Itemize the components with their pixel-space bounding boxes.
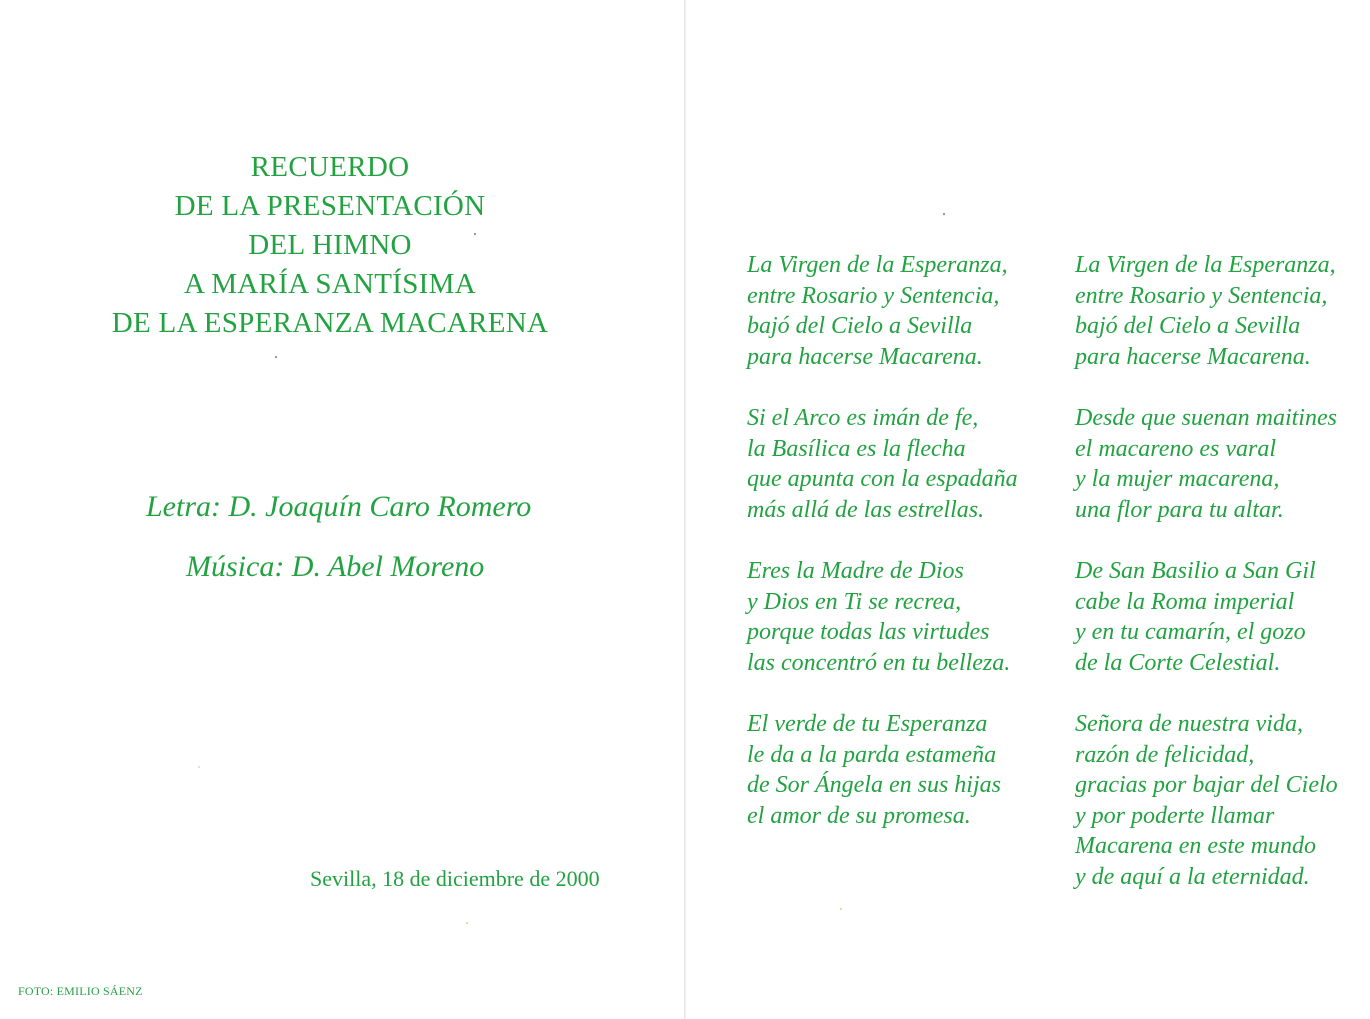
verse-line: La Virgen de la Esperanza, [747,252,1008,278]
verse-line: y por poderte llamar [1075,802,1275,829]
verse-line: entre Rosario y Sentencia, [747,282,1000,309]
card-title [60,148,600,343]
verse-line: Desde que suenan maitines [1075,405,1337,431]
verse-line: Señora de nuestra vida, [1075,711,1303,737]
title-line: DE LA ESPERANZA MACARENA [111,307,549,339]
stanza [1075,556,1316,678]
verse-line: bajó del Cielo a Sevilla [747,313,973,339]
stanza [747,403,1018,525]
verse-line: de Sor Ángela en sus hijas [747,772,1001,798]
verse-line: razón de felicidad, [1075,741,1255,768]
title-line: RECUERDO [250,151,410,183]
verse-line: porque todas las virtudes [747,619,990,645]
verse-line: gracias por bajar del Cielo [1075,772,1338,798]
stanza [747,556,1010,678]
paper-speck [275,356,277,358]
verse-line: De San Basilio a San Gil [1075,558,1316,584]
verse-line: Macarena en este mundo [1075,833,1317,859]
verse-line: bajó del Cielo a Sevilla [1075,313,1301,339]
verse-line: para hacerse Macarena. [1075,343,1311,370]
paper-speck [840,908,842,910]
verse-line: Si el Arco es imán de fe, [747,405,979,431]
verse-line: le da a la parda estameña [747,741,997,768]
verse-line: cabe la Roma imperial [1075,588,1295,615]
verse-line: El verde de tu Esperanza [747,711,988,737]
verse-line: que apunta con la espadaña [747,466,1018,492]
photo-credit: FOTO: EMILIO SÁENZ [18,984,143,998]
music-credit: Música: D. Abel Moreno [186,550,485,583]
stanza [747,250,1008,372]
paper-speck [943,213,945,215]
paper-speck [474,233,476,235]
verse-line: Eres la Madre de Dios [747,558,964,584]
verse-line: La Virgen de la Esperanza, [1075,252,1336,278]
verse-line: de la Corte Celestial. [1075,649,1281,676]
verse-line: y Dios en Ti se recrea, [747,588,962,615]
left-page [0,0,684,1019]
title-line: A MARÍA SANTÍSIMA [184,268,476,300]
verse-line: entre Rosario y Sentencia, [1075,282,1328,309]
stanza [1075,403,1337,525]
paper-speck [198,766,200,768]
verse-line: las concentró en tu belleza. [747,649,1011,676]
stanza [1075,709,1338,892]
verse-line: la Basílica es la flecha [747,435,966,462]
title-line: DE LA PRESENTACIÓN [174,190,486,222]
verse-line: una flor para tu altar. [1075,496,1284,523]
verse-line: y de aquí a la eternidad. [1075,863,1310,890]
lyrics-credit: Letra: D. Joaquín Caro Romero [146,490,532,523]
stanza [1075,250,1336,372]
verse-line: para hacerse Macarena. [747,343,983,370]
stanza [747,709,1001,831]
place-date: Sevilla, 18 de diciembre de 2000 [310,866,600,891]
verse-line: y en tu camarín, el gozo [1075,619,1306,645]
verse-line: el macareno es varal [1075,435,1277,462]
verse-line: el amor de su promesa. [747,802,971,829]
title-line: DEL HIMNO [248,229,412,261]
paper-speck [466,922,468,924]
verse-line: más allá de las estrellas. [747,496,985,523]
verse-line: y la mujer macarena, [1075,466,1280,492]
page-fold-divider [684,0,686,1019]
